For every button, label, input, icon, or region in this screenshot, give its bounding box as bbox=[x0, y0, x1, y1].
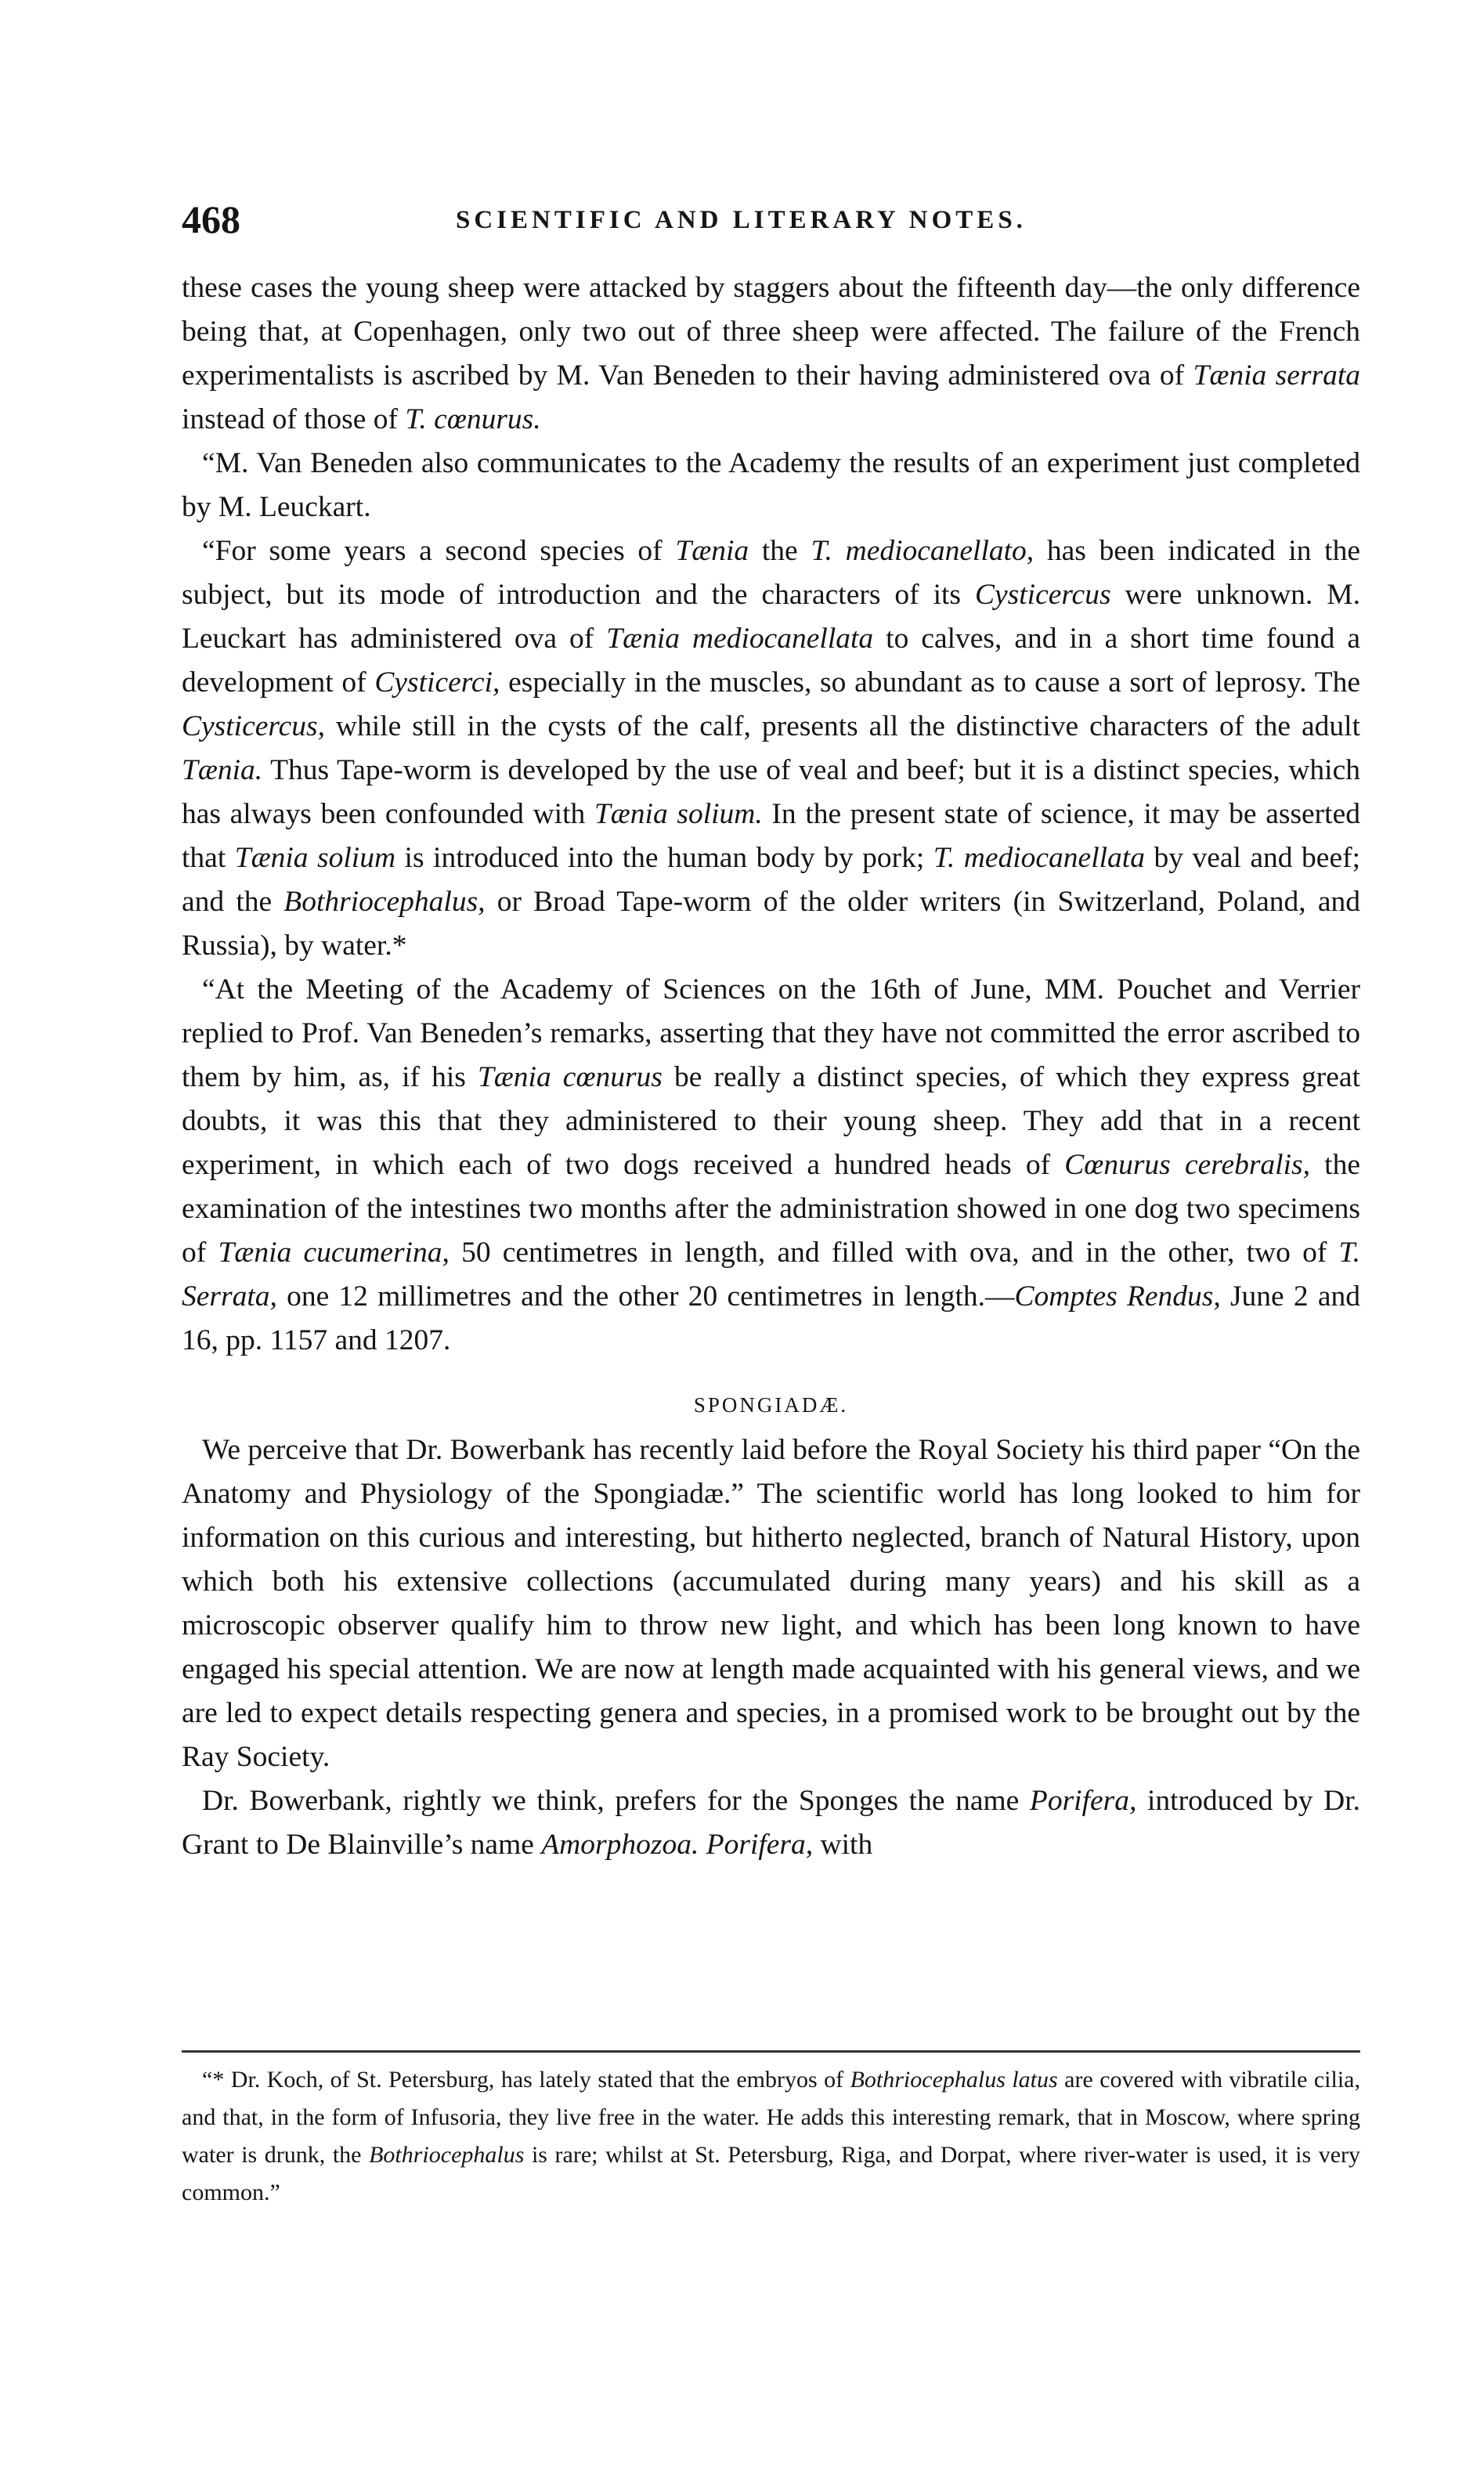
page-number: 468 bbox=[182, 197, 240, 241]
italic-text-run: Tænia solium bbox=[234, 842, 396, 874]
page-header bbox=[182, 196, 1356, 243]
text-run: the bbox=[749, 535, 811, 567]
paragraph-p2 bbox=[182, 442, 1360, 529]
italic-text-run: Bothriocephalus bbox=[369, 2142, 525, 2168]
text-run: while still in the cysts of the calf, presents all the distinctive characters of the adult bbox=[324, 710, 1360, 742]
text-run: June 2 and 16, pp. 1157 and 1207. bbox=[182, 1280, 1361, 1356]
italic-text-run: Cysticercus, bbox=[182, 710, 325, 742]
body-text bbox=[182, 266, 1360, 1867]
text-run: introduced by Dr. Grant to De Blainville’s name bbox=[182, 1785, 1360, 1861]
text-run: be really a distinct species, of which they express great doubts, it was this that they administered to their young sheep. They add that in a recent experiment, in which each of two dogs received a hundred heads of bbox=[182, 1061, 1360, 1181]
text-run: the examination of the intestines two months after the administration showed in one dog two specimens of bbox=[182, 1149, 1360, 1269]
section-heading: SPONGIADÆ. bbox=[693, 1393, 849, 1417]
italic-text-run: Tænia bbox=[675, 535, 749, 567]
text-run: Dr. Bowerbank, rightly we think, prefers for the Sponges the name bbox=[202, 1785, 1030, 1817]
paragraph-p1 bbox=[182, 266, 1360, 442]
text-run: were unknown. M. Leuckart has administered ova of bbox=[182, 579, 1360, 655]
italic-text-run: Bothriocephalus, bbox=[283, 886, 486, 918]
text-run: by veal and beef; and the bbox=[182, 842, 1361, 918]
text-run: to calves, and in a short time found a development of bbox=[182, 623, 1360, 699]
text-run: is introduced into the human body by pork; bbox=[395, 842, 933, 874]
italic-text-run: Tænia cucumerina, bbox=[218, 1237, 450, 1269]
italic-text-run: Porifera, bbox=[706, 1829, 814, 1861]
italic-text-run: Cysticerci, bbox=[374, 666, 500, 699]
italic-text-run: Tænia cœnurus bbox=[477, 1061, 663, 1093]
text-run: Thus Tape-worm is developed by the use of veal and beef; but it is a distinct species, which has always been confounded with bbox=[182, 754, 1360, 830]
italic-text-run: Tænia. bbox=[182, 754, 263, 786]
footnote bbox=[182, 2061, 1360, 2212]
text-run: instead of those of bbox=[182, 403, 406, 435]
italic-text-run: T. Serrata, bbox=[182, 1237, 1360, 1313]
text-run: “M. Van Beneden also communicates to the Academy the results of an experiment just completed by M. Leuckart. bbox=[182, 447, 1360, 523]
text-run: “For some years a second species of bbox=[202, 535, 676, 567]
running-title: SCIENTIFIC AND LITERARY NOTES. bbox=[456, 206, 1027, 234]
italic-text-run: Porifera, bbox=[1029, 1785, 1137, 1817]
paragraph-s1 bbox=[182, 1428, 1360, 1779]
italic-text-run: Comptes Rendus, bbox=[1014, 1280, 1221, 1313]
italic-text-run: Amorphozoa. bbox=[541, 1829, 699, 1861]
text-run: In the present state of science, it may be asserted that bbox=[182, 798, 1360, 874]
text-run: especially in the muscles, so abundant as to cause a sort of leprosy. The bbox=[500, 666, 1360, 699]
text-run: are covered with vibratile cilia, and that, in the form of Infusoria, they live free in the water. He adds this interesting remark, that in Moscow, where spring water is drunk, the bbox=[182, 2067, 1360, 2168]
text-run: 50 centimetres in length, and filled with ova, and in the other, two of bbox=[449, 1237, 1339, 1269]
italic-text-run: Tænia serrata bbox=[1193, 359, 1360, 392]
text-run: “* Dr. Koch, of St. Petersburg, has lately stated that the embryos of bbox=[202, 2067, 850, 2093]
italic-text-run: Tænia mediocanellata bbox=[606, 623, 874, 655]
text-run: is rare; whilst at St. Petersburg, Riga, and Dorpat, where river-water is used, it is very common.” bbox=[182, 2142, 1360, 2205]
text-run: or Broad Tape-worm of the older writers (in Switzerland, Poland, and Russia), by water.* bbox=[182, 886, 1360, 962]
text-run: these cases the young sheep were attacked by staggers about the fifteenth day—the only difference being that, at Copenhagen, only two out of three sheep were affected. The failure of the French experimentalists is ascribed by M. Van Beneden to their having administered ova of bbox=[182, 272, 1360, 392]
italic-text-run: Bothriocephalus latus bbox=[850, 2067, 1058, 2093]
paragraph-p4 bbox=[182, 968, 1360, 1363]
italic-text-run: Tænia solium. bbox=[594, 798, 763, 830]
text-run bbox=[699, 1829, 706, 1861]
text-run: with bbox=[813, 1829, 873, 1861]
italic-text-run: T. cœnurus. bbox=[405, 403, 541, 435]
paragraph-s2 bbox=[182, 1779, 1360, 1867]
text-run: one 12 millimetres and the other 20 centimetres in length.— bbox=[276, 1280, 1015, 1313]
footnote-divider bbox=[182, 2050, 1360, 2053]
text-run: We perceive that Dr. Bowerbank has recently laid before the Royal Society his third paper “On the Anatomy and Physiology of the Spongiadæ.” The scientific world has long looked to him for information on this curious and interesting, but hitherto neglected, branch of Natural History, upon which both his extensive collections (accumulated during many years) and his skill as a microscopic observer qualify him to throw new light, and which has been long known to have engaged his special attention. We are now at length made acquainted with his general views, and we are led to expect details respecting genera and species, in a promised work to be brought out by the Ray Society. bbox=[182, 1434, 1360, 1773]
italic-text-run: T. mediocanellato, bbox=[811, 535, 1034, 567]
italic-text-run: Cysticercus bbox=[974, 579, 1111, 611]
text-run: “At the Meeting of the Academy of Sciences on the 16th of June, MM. Pouchet and Verrier replied to Prof. Van Beneden’s remarks, asserting that they have not committed the error ascribed to them by him, as, if his bbox=[182, 973, 1360, 1093]
paragraph-p3 bbox=[182, 529, 1360, 968]
italic-text-run: Cœnurus cerebralis, bbox=[1064, 1149, 1310, 1181]
italic-text-run: T. mediocanellata bbox=[933, 842, 1145, 874]
text-run: has been indicated in the subject, but its mode of introduction and the characters of its bbox=[182, 535, 1360, 611]
footnote-text bbox=[182, 2061, 1360, 2212]
